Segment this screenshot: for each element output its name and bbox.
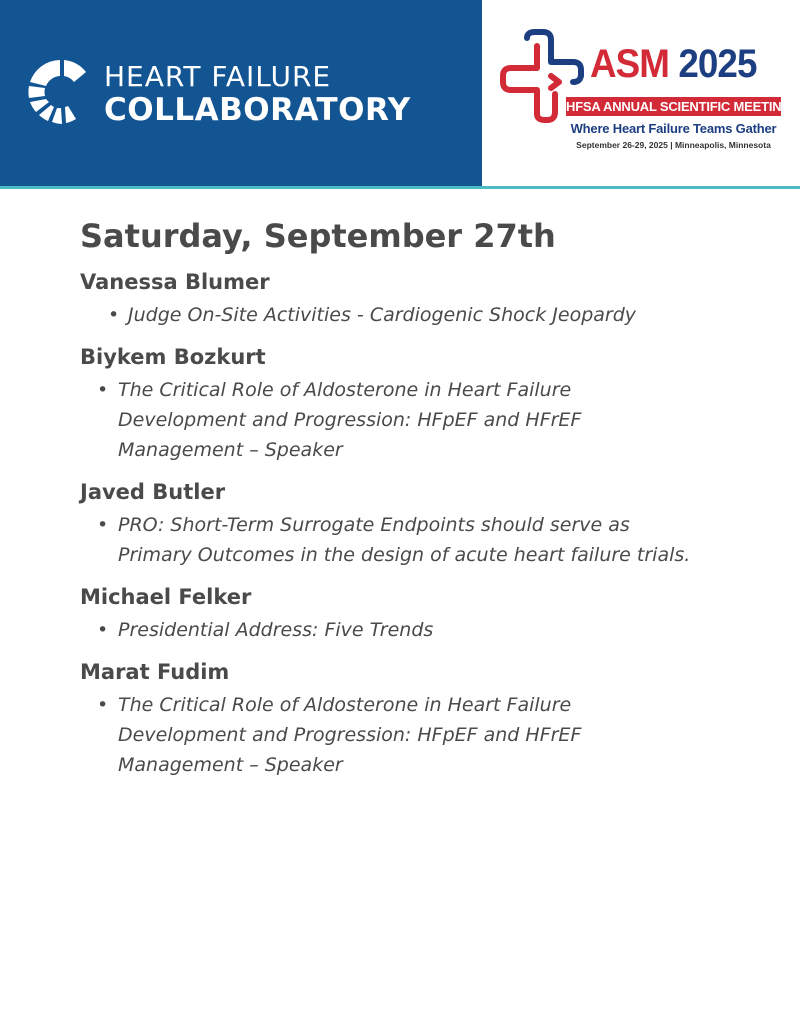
day-title: Saturday, September 27th: [80, 217, 556, 255]
talk-item: • Judge On-Site Activities - Cardiogenic Shock Jeopardy: [80, 300, 700, 330]
asm-title-prefix: ASM: [590, 42, 670, 86]
talk-list: [80, 615, 700, 645]
talk-item: • Presidential Address: Five Trends: [80, 615, 700, 645]
collaboratory-logo-icon: [24, 56, 96, 128]
speaker-name: Michael Felker: [80, 585, 252, 609]
speaker-name: Marat Fudim: [80, 660, 230, 684]
speaker-name: Biykem Bozkurt: [80, 345, 266, 369]
org-name-line1: HEART FAILURE: [104, 60, 332, 93]
org-name-line2: COLLABORATORY: [104, 92, 411, 128]
talk-item: • PRO: Short-Term Surrogate Endpoints should serve as Primary Outcomes in the design of acute heart failure trials.: [80, 510, 700, 570]
schedule-content: [80, 210, 700, 780]
org-banner: [0, 0, 482, 186]
page-header: [0, 0, 800, 186]
speaker-block: [80, 268, 700, 330]
talk-list: [80, 510, 700, 570]
speaker-block: [80, 658, 700, 780]
speaker-name: Javed Butler: [80, 480, 226, 504]
asm-title: [590, 44, 757, 84]
talk-list: [80, 300, 700, 330]
speaker-name: Vanessa Blumer: [80, 270, 270, 294]
asm-banner: HFSA ANNUAL SCIENTIFIC MEETING: [566, 99, 792, 114]
speaker-block: [80, 343, 700, 465]
asm-title-year: 2025: [678, 42, 757, 86]
talk-list: [80, 690, 700, 780]
talk-list: [80, 375, 700, 465]
speaker-block: [80, 583, 700, 645]
talk-item: • The Critical Role of Aldosterone in Heart Failure Development and Progression: HFpEF and HFrEF Management – Speaker: [80, 690, 700, 780]
header-divider: [0, 186, 800, 189]
speaker-block: [80, 478, 700, 570]
asm-tagline: Where Heart Failure Teams Gather: [570, 121, 777, 136]
asm-dates: September 26-29, 2025 | Minneapolis, Minnesota: [576, 140, 771, 150]
talk-item: • The Critical Role of Aldosterone in Heart Failure Development and Progression: HFpEF and HFrEF Management – Speaker: [80, 375, 700, 465]
